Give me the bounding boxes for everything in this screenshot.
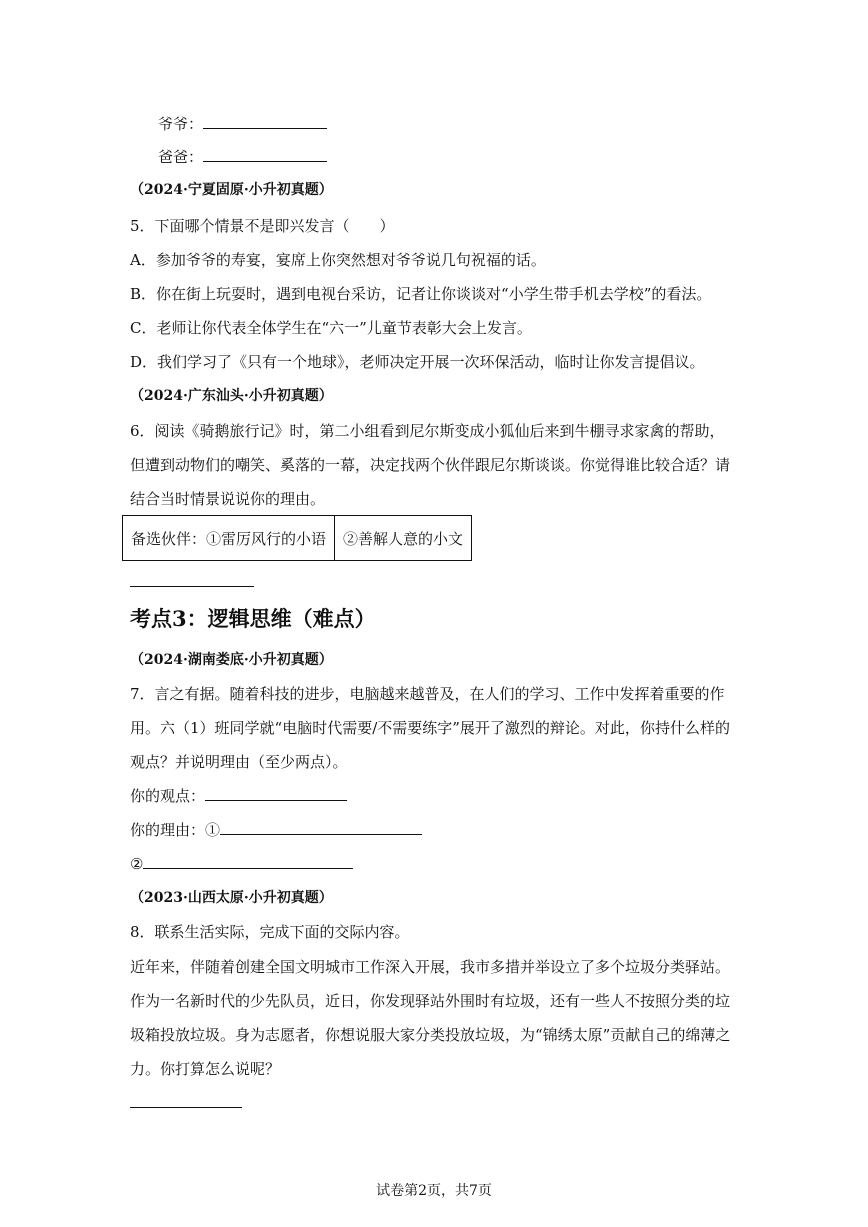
grandpa-line (158, 114, 327, 134)
q6-answer-blank (130, 586, 254, 587)
q5-option-a: A．参加爷爷的寿宴，宴席上你突然想对爷爷说几句祝福的话。 (130, 251, 546, 269)
q7-viewpoint-label: 你的观点： (130, 787, 206, 805)
q7-source: （2024·湖南娄底·小升初真题） (130, 652, 333, 668)
q7-line-1: 7．言之有据。随着科技的进步，电脑越来越普及，在人们的学习、工作中发挥着重要的作 (130, 685, 725, 703)
q6-partner-cell-2: ②善解人意的小文 (335, 516, 472, 561)
q5-stem: 5．下面哪个情景不是即兴发言（ ） (130, 217, 395, 235)
q6-line-2: 但遭到动物们的嘲笑、奚落的一幕，决定找两个伙伴跟尼尔斯谈谈。你觉得谁比较合适？请 (130, 456, 731, 474)
q8-line-1: 8．联系生活实际，完成下面的交际内容。 (130, 923, 410, 941)
page-footer: 试卷第2页，共7页 (376, 1183, 492, 1199)
q5-source: （2024·宁夏固原·小升初真题） (130, 182, 333, 198)
q7-viewpoint-blank (205, 786, 347, 801)
q6-line-3: 结合当时情景说说你的理由。 (130, 490, 326, 508)
grandpa-blank (203, 114, 327, 129)
q6-partner-table (122, 515, 472, 561)
q7-reason2-line (130, 854, 353, 874)
dad-label: 爸爸： (158, 148, 204, 166)
q7-line-3: 观点？并说明理由（至少两点）。 (130, 753, 348, 771)
q7-reason-blank-1 (220, 820, 422, 835)
q8-answer-blank (130, 1107, 242, 1108)
q8-line-5: 力。你打算怎么说呢？ (130, 1060, 281, 1078)
q6-partner-cell-1: 备选伙伴：①雷厉风行的小语 (123, 516, 335, 561)
q7-reason-line (130, 820, 422, 840)
q7-line-2: 用。六（1）班同学就“电脑时代需要/不需要练字”展开了激烈的辩论。对此，你持什么样的 (130, 719, 730, 737)
q8-source: （2023·山西太原·小升初真题） (130, 890, 333, 906)
q6-line-1: 6．阅读《骑鹅旅行记》时，第二小组看到尼尔斯变成小狐仙后来到牛棚寻求家禽的帮助， (130, 422, 725, 440)
grandpa-label: 爷爷： (158, 115, 204, 133)
q7-reason2-label: ② (130, 855, 144, 873)
q8-line-4: 圾箱投放垃圾。身为志愿者，你想说服大家分类投放垃圾，为“锦绣太原”贡献自己的绵薄之 (130, 1026, 731, 1044)
dad-blank (203, 147, 327, 162)
dad-line (158, 147, 327, 167)
q5-option-c: C．老师让你代表全体学生在“六一”儿童节表彰大会上发言。 (130, 319, 532, 337)
q7-viewpoint-line (130, 786, 347, 806)
q7-reason-blank-2 (143, 854, 353, 869)
q8-line-3: 作为一名新时代的少先队员，近日，你发现驿站外围时有垃圾，还有一些人不按照分类的垃 (130, 992, 731, 1010)
q6-source: （2024·广东汕头·小升初真题） (130, 388, 333, 404)
section-heading: 考点3：逻辑思维（难点） (130, 606, 376, 631)
q5-option-b: B．你在街上玩耍时，遇到电视台采访，记者让你谈谈对“小学生带手机去学校”的看法。 (130, 285, 712, 303)
q5-option-d: D．我们学习了《只有一个地球》，老师决定开展一次环保活动，临时让你发言提倡议。 (130, 353, 705, 371)
q7-reason-label: 你的理由：① (130, 821, 221, 839)
q8-line-2: 近年来，伴随着创建全国文明城市工作深入开展，我市多措并举设立了多个垃圾分类驿站。 (130, 958, 731, 976)
